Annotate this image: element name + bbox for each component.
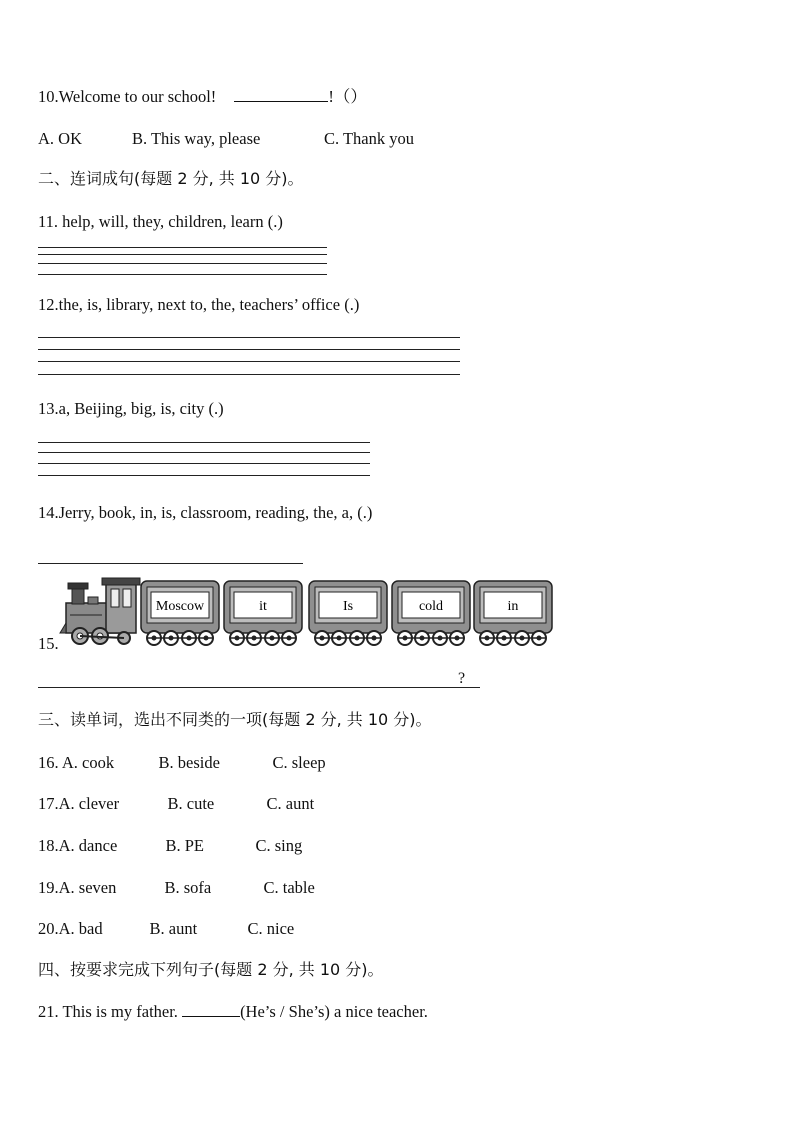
writing-line xyxy=(38,452,370,453)
question-number: 11 xyxy=(38,212,54,231)
section-3-title: 三、读单词，选出不同类的一项(每题 2 分, 共 10 分)。 xyxy=(38,710,432,729)
wagon-1 xyxy=(141,581,219,645)
question-10-options xyxy=(38,129,414,149)
question-text: Welcome to our school! xyxy=(58,87,217,106)
section-2-title: 二、连词成句(每题 2 分, 共 10 分)。 xyxy=(38,169,304,188)
blank-end: ! xyxy=(328,87,334,106)
question-text: . help, will, they, children, learn (.) xyxy=(53,212,283,231)
writing-line xyxy=(38,475,370,476)
option-a: .A. seven xyxy=(54,878,117,897)
question-mark: ? xyxy=(458,670,466,687)
locomotive-icon xyxy=(60,578,140,644)
wagon-word: cold xyxy=(418,599,444,614)
writing-line xyxy=(38,254,327,255)
question-16 xyxy=(38,753,326,773)
question-number: 12 xyxy=(38,295,55,314)
wagon-word: Moscow xyxy=(155,599,205,614)
question-number: 17 xyxy=(38,794,55,813)
option-a: .A. dance xyxy=(54,836,118,855)
option-b: B. This way, please xyxy=(132,129,261,148)
question-number: 13 xyxy=(38,399,55,418)
option-a: . A. cook xyxy=(54,753,115,772)
question-21 xyxy=(38,1002,428,1022)
section-4-title: 四、按要求完成下列句子(每题 2 分, 共 10 分)。 xyxy=(38,960,384,979)
wagon-5 xyxy=(474,581,552,645)
question-17 xyxy=(38,794,314,814)
option-c: C. nice xyxy=(247,919,295,938)
question-13 xyxy=(38,399,224,419)
answer-line-15[interactable] xyxy=(38,687,480,688)
wagon-2 xyxy=(224,581,302,645)
question-12 xyxy=(38,295,359,315)
writing-line xyxy=(38,263,327,264)
writing-line xyxy=(38,337,460,338)
wagon-word: it xyxy=(259,599,267,614)
question-number: 20 xyxy=(38,919,55,938)
question-number: 19 xyxy=(38,878,55,897)
question-14 xyxy=(38,503,372,523)
question-18 xyxy=(38,836,302,856)
option-b: B. sofa xyxy=(164,878,212,897)
question-text: .a, Beijing, big, is, city (.) xyxy=(54,399,224,418)
answer-parentheses[interactable]: （） xyxy=(333,87,367,106)
option-b: B. beside xyxy=(158,753,220,772)
writing-line xyxy=(38,442,370,443)
question-10 xyxy=(38,87,367,107)
train-picture xyxy=(58,575,558,650)
option-a: A. OK xyxy=(38,129,82,148)
writing-line xyxy=(38,361,460,362)
option-c: C. sleep xyxy=(272,753,326,772)
option-b: B. cute xyxy=(167,794,215,813)
option-c: C. Thank you xyxy=(324,129,414,148)
option-c: C. aunt xyxy=(266,794,315,813)
question-number: 18 xyxy=(38,836,55,855)
answer-blank[interactable] xyxy=(234,100,328,102)
option-c: C. table xyxy=(263,878,315,897)
writing-line xyxy=(38,374,460,375)
question-15-number: 15. xyxy=(38,634,59,653)
writing-line xyxy=(38,463,370,464)
wagon-4 xyxy=(392,581,470,645)
option-b: B. PE xyxy=(165,836,205,855)
wagon-word: in xyxy=(507,599,519,614)
question-text-after: (He’s / She’s) a nice teacher. xyxy=(240,1002,428,1021)
wagon-word: Is xyxy=(342,599,354,614)
option-b: B. aunt xyxy=(149,919,198,938)
answer-blank[interactable] xyxy=(182,1015,240,1017)
writing-line xyxy=(38,247,327,248)
wagon-3 xyxy=(309,581,387,645)
question-number: 10. xyxy=(38,87,59,106)
question-20 xyxy=(38,919,294,939)
writing-line xyxy=(38,349,460,350)
option-a: .A. bad xyxy=(54,919,103,938)
question-11 xyxy=(38,212,283,232)
option-c: C. sing xyxy=(255,836,303,855)
question-number: 16 xyxy=(38,753,55,772)
writing-line xyxy=(38,274,327,275)
question-number: 14 xyxy=(38,503,55,522)
answer-line-14[interactable] xyxy=(38,563,303,564)
option-a: .A. clever xyxy=(54,794,120,813)
question-number: 21 xyxy=(38,1002,55,1021)
question-19 xyxy=(38,878,315,898)
question-text: .the, is, library, next to, the, teachers’ office (.) xyxy=(54,295,360,314)
question-text: . This is my father. xyxy=(54,1002,178,1021)
question-text: .Jerry, book, in, is, classroom, reading, the, a, (.) xyxy=(54,503,373,522)
